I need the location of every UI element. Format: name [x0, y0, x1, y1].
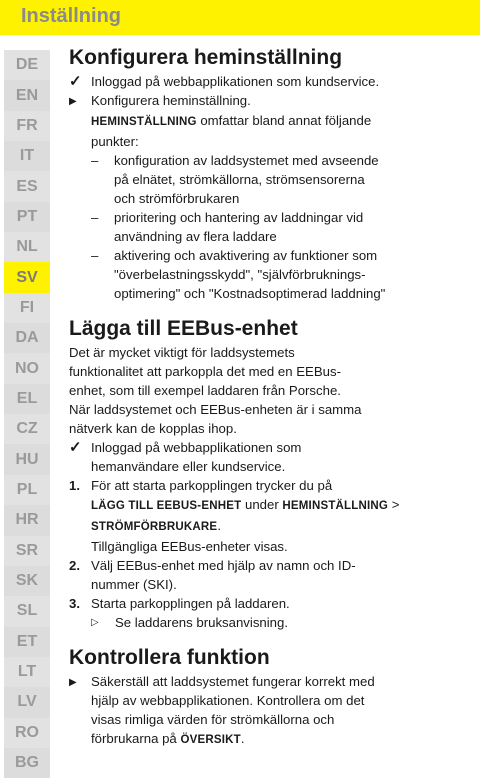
list-line: konfiguration av laddsystemet med avseende	[114, 153, 379, 168]
lang-label: SK	[15, 572, 39, 590]
lang-label: NL	[16, 238, 38, 256]
prerequisite-text	[91, 438, 301, 476]
step-number: 3.	[69, 596, 80, 611]
step-text	[91, 476, 399, 556]
step-word: under	[244, 497, 279, 512]
prerequisite-text: Inloggad på webbapplikationen som kundservice.	[91, 74, 380, 89]
step-text: Starta parkopplingen på laddaren.	[91, 596, 290, 611]
list-item	[69, 246, 469, 303]
lang-label: DA	[15, 329, 39, 347]
action-line: hjälp av webbapplikationen. Kontrollera om det	[91, 693, 365, 708]
action-text	[91, 672, 375, 750]
lang-label: SV	[16, 268, 38, 286]
sub-result-text: Se laddarens bruksanvisning.	[115, 615, 289, 630]
period: .	[217, 518, 221, 533]
lang-tab-no[interactable]	[4, 353, 50, 383]
lang-label: SR	[15, 541, 39, 559]
paragraph-line: enhet, som till exempel laddaren från Porsche.	[69, 383, 341, 398]
section-title-check-function: Kontrollera funktion	[69, 646, 270, 669]
step-line: För att starta parkopplingen trycker du på	[91, 478, 333, 493]
lang-label: FR	[16, 116, 38, 134]
keyword-power-consumer: STRÖMFÖRBRUKARE	[91, 521, 218, 533]
outline-triangle-icon: ▷	[91, 617, 99, 628]
step-item	[69, 556, 469, 594]
description-line: punkter:	[91, 134, 139, 149]
step-line: Tillgängliga EEBus-enheter visas.	[91, 539, 288, 554]
lang-label: RO	[15, 723, 39, 741]
keyword-home-setting: HEMINSTÄLLNING	[91, 116, 197, 128]
lang-label: NO	[15, 359, 39, 377]
lang-label: LT	[17, 663, 37, 681]
lang-tab-hu[interactable]	[4, 444, 50, 474]
list-item	[69, 208, 469, 246]
list-line: användning av flera laddare	[114, 229, 277, 244]
action-line: förbrukarna på	[91, 731, 177, 746]
keyword-add-eebus: LÄGG TILL EEBUS-ENHET	[91, 500, 242, 512]
lang-label: FI	[19, 298, 35, 316]
list-item-text	[114, 246, 385, 303]
step-number: 1.	[69, 478, 80, 493]
dash-bullet: –	[91, 210, 99, 225]
lang-tab-pl[interactable]	[4, 475, 50, 505]
lang-tab-et[interactable]	[4, 627, 50, 657]
prerequisite-item	[69, 72, 469, 91]
lang-label: HR	[15, 511, 39, 529]
lang-tab-cz[interactable]	[4, 414, 50, 444]
list-line: "överbelastningsskydd", "självförbruknings-	[114, 267, 366, 282]
header-title: Inställning	[21, 5, 121, 27]
separator: >	[391, 497, 400, 512]
description-line: omfattar bland annat följande	[200, 113, 372, 128]
lang-tab-pt[interactable]	[4, 202, 50, 232]
list-item	[69, 151, 469, 208]
paragraph-line: nätverk kan de kopplas ihop.	[69, 421, 237, 436]
section-title-add-eebus: Lägga till EEBus-enhet	[69, 317, 298, 340]
step-text	[91, 556, 356, 594]
lang-tab-sr[interactable]	[4, 536, 50, 566]
lang-tab-lv[interactable]	[4, 687, 50, 717]
dash-bullet: –	[91, 248, 99, 263]
lang-tab-el[interactable]	[4, 384, 50, 414]
action-item	[69, 672, 469, 750]
lang-label: IT	[19, 147, 35, 165]
lang-tab-bg[interactable]	[4, 748, 50, 778]
lang-tab-sv[interactable]	[4, 262, 50, 292]
sub-result-item	[69, 613, 469, 632]
lang-label: SL	[16, 602, 38, 620]
lang-label: ET	[16, 632, 38, 650]
lang-label: PL	[16, 480, 38, 498]
lang-tab-es[interactable]	[4, 171, 50, 201]
step-number: 2.	[69, 558, 80, 573]
list-item-text	[114, 151, 379, 208]
page-header	[0, 0, 480, 35]
action-text: Konfigurera heminställning.	[91, 93, 251, 108]
lang-tab-hr[interactable]	[4, 505, 50, 535]
lang-tab-da[interactable]	[4, 323, 50, 353]
list-line: aktivering och avaktivering av funktioner som	[114, 248, 378, 263]
lang-tab-sl[interactable]	[4, 596, 50, 626]
lang-tab-nl[interactable]	[4, 232, 50, 262]
main-content	[69, 44, 469, 750]
lang-label: DE	[15, 56, 39, 74]
action-line: visas rimliga värden för strömkällorna och	[91, 712, 335, 727]
lang-tab-lt[interactable]	[4, 657, 50, 687]
action-item	[69, 91, 469, 111]
period: .	[240, 731, 245, 746]
prerequisite-line: hemanvändare eller kundservice.	[91, 459, 286, 474]
step-item	[69, 594, 469, 613]
prerequisite-item	[69, 438, 469, 476]
lang-tab-sk[interactable]	[4, 566, 50, 596]
list-line: optimering" och "Kostnadsoptimerad laddning"	[114, 286, 386, 301]
lang-tab-de[interactable]	[4, 50, 50, 80]
triangle-bullet-icon: ▶	[69, 677, 77, 688]
lang-label: EN	[15, 86, 39, 104]
lang-label: CZ	[16, 420, 38, 438]
list-line: prioritering och hantering av laddningar vid	[114, 210, 364, 225]
lang-label: HU	[15, 450, 39, 468]
paragraph-line: funktionalitet att parkoppla det med en EEBus-	[69, 364, 341, 379]
lang-label: ES	[16, 177, 38, 195]
description-text	[69, 111, 469, 132]
step-item	[69, 476, 469, 556]
language-sidebar	[4, 50, 50, 778]
keyword-home-setting: HEMINSTÄLLNING	[282, 500, 389, 512]
prerequisite-line: Inloggad på webbapplikationen som	[91, 440, 302, 455]
lang-tab-ro[interactable]	[4, 718, 50, 748]
list-line: och strömförbrukaren	[114, 191, 240, 206]
lang-tab-en[interactable]	[4, 80, 50, 110]
lang-label: PT	[16, 207, 38, 225]
paragraph-line: När laddsystemet och EEBus-enheten är i samma	[69, 402, 362, 417]
checkmark-icon: ✓	[69, 73, 82, 90]
lang-label: EL	[16, 389, 38, 407]
action-line: Säkerställ att laddsystemet fungerar korrekt med	[91, 674, 375, 689]
keyword-overview: ÖVERSIKT	[180, 734, 241, 746]
lang-tab-fi[interactable]	[4, 293, 50, 323]
lang-label: BG	[15, 754, 39, 772]
dash-bullet: –	[91, 153, 99, 168]
triangle-bullet-icon: ▶	[69, 96, 77, 107]
list-item-text	[114, 208, 363, 246]
list-line: på elnätet, strömkällorna, strömsensorerna	[114, 172, 365, 187]
lang-tab-it[interactable]	[4, 141, 50, 171]
lang-label: LV	[17, 693, 37, 711]
lang-tab-fr[interactable]	[4, 111, 50, 141]
checkmark-icon: ✓	[69, 439, 82, 456]
section-title-configure: Konfigurera heminställning	[69, 46, 343, 69]
step-line: nummer (SKI).	[91, 577, 177, 592]
step-line: Välj EEBus-enhet med hjälp av namn och ID-	[91, 558, 356, 573]
paragraph-line: Det är mycket viktigt för laddsystemets	[69, 345, 295, 360]
